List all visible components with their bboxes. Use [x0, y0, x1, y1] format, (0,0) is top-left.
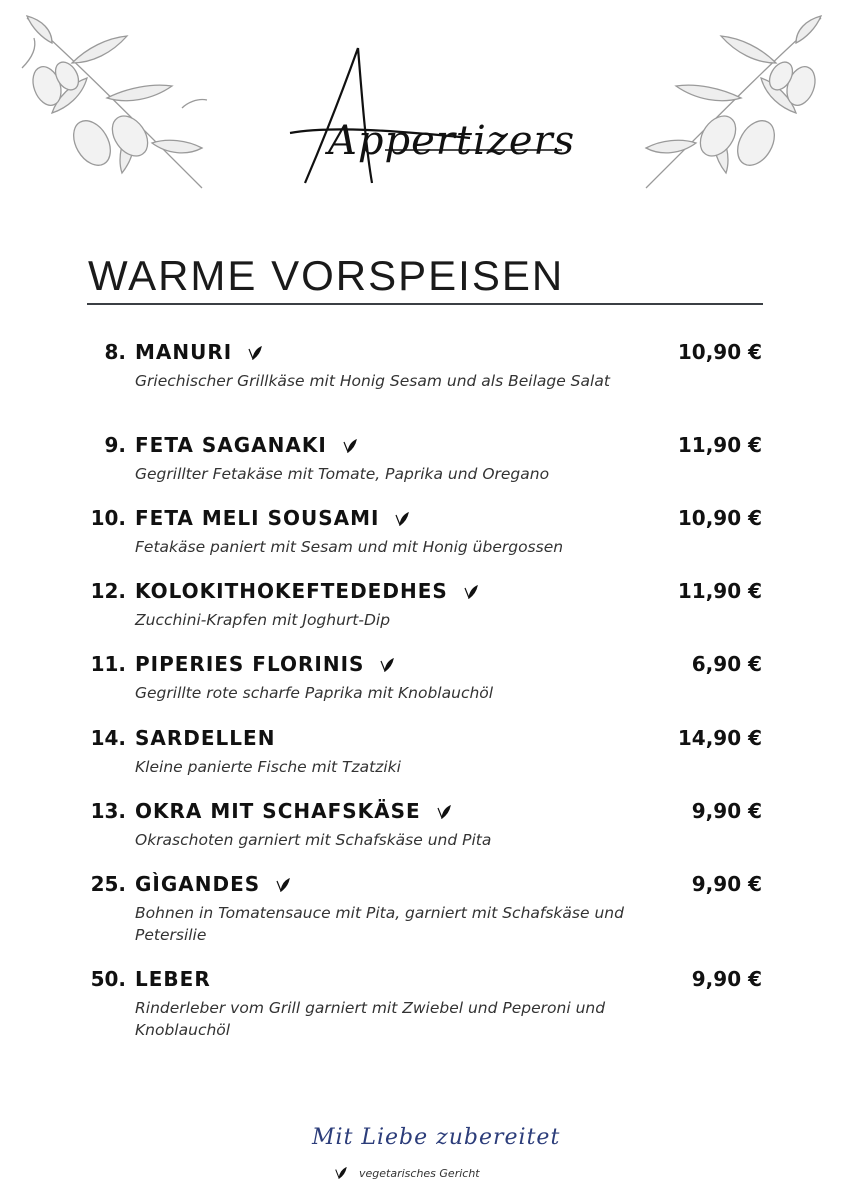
- item-number: 12.: [90, 579, 126, 603]
- item-name: KOLOKITHOKEFTEDEDHES: [135, 579, 448, 603]
- item-description: Rinderleber vom Grill garniert mit Zwiebel und Peperoni und Knoblauchöl: [135, 999, 606, 1039]
- leaf-icon: [393, 512, 409, 526]
- item-price: 9,90 €: [691, 872, 762, 896]
- olive-branch-icon: [12, 8, 212, 198]
- item-number: 8.: [104, 340, 126, 364]
- page-title: [270, 38, 580, 198]
- item-number: 10.: [90, 506, 126, 530]
- item-name: SARDELLEN: [135, 726, 276, 750]
- item-price: 9,90 €: [691, 799, 762, 823]
- item-name-wrap: [135, 652, 394, 676]
- item-price: 6,90 €: [691, 652, 762, 676]
- leaf-icon: [378, 658, 394, 672]
- item-name-wrap: [135, 799, 451, 823]
- leaf-icon: [341, 439, 357, 453]
- item-name: FETA SAGANAKI: [135, 433, 327, 457]
- item-description: Bohnen in Tomatensauce mit Pita, garniert mit Schafskäse und Petersilie: [135, 904, 624, 944]
- legend-text: vegetarisches Gericht: [359, 1167, 480, 1180]
- item-price: 14,90 €: [677, 726, 762, 750]
- item-price: 9,90 €: [691, 967, 762, 991]
- item-price: 10,90 €: [677, 506, 762, 530]
- item-name-wrap: [135, 506, 409, 530]
- footer-script-text: Mit Liebe zubereitet: [312, 1125, 561, 1150]
- item-description: Zucchini-Krapfen mit Joghurt-Dip: [135, 611, 391, 629]
- item-number: 50.: [90, 967, 126, 991]
- item-name: FETA MELI SOUSAMI: [135, 506, 380, 530]
- item-price: 11,90 €: [677, 433, 762, 457]
- leaf-icon: [462, 585, 478, 599]
- item-number: 9.: [104, 433, 126, 457]
- item-name: PIPERIES FLORINIS: [135, 652, 365, 676]
- item-number: 11.: [90, 652, 126, 676]
- item-number: 13.: [90, 799, 126, 823]
- olive-branch-icon: [636, 8, 836, 198]
- item-name: GÌGANDES: [135, 872, 261, 896]
- item-name-wrap: [135, 340, 262, 364]
- item-number: 14.: [90, 726, 126, 750]
- item-description: Gegrillte rote scharfe Paprika mit Knoblauchöl: [135, 684, 494, 702]
- item-name: LEBER: [135, 967, 211, 991]
- leaf-icon: [246, 346, 262, 360]
- leaf-icon: [274, 878, 290, 892]
- item-description: Griechischer Grillkäse mit Honig Sesam und als Beilage Salat: [135, 372, 610, 390]
- title-text: Appertizers: [328, 118, 576, 164]
- item-number: 25.: [90, 872, 126, 896]
- item-description: Kleine panierte Fische mit Tzatziki: [135, 758, 401, 776]
- legend: [333, 1167, 480, 1180]
- footer-signature: [312, 1115, 561, 1167]
- item-name-wrap: [135, 967, 211, 991]
- item-name-wrap: [135, 579, 478, 603]
- item-description: Fetakäse paniert mit Sesam und mit Honig übergossen: [135, 538, 564, 556]
- item-name: MANURI: [135, 340, 233, 364]
- item-name: OKRA MIT SCHAFSKÄSE: [135, 799, 421, 823]
- item-name-wrap: [135, 433, 357, 457]
- item-name-wrap: [135, 726, 275, 750]
- section-title: WARME VORSPEISEN: [88, 252, 565, 299]
- item-description: Okraschoten garniert mit Schafskäse und Pita: [135, 831, 492, 849]
- leaf-icon: [435, 805, 451, 819]
- item-name-wrap: [135, 872, 290, 896]
- leaf-icon: [333, 1167, 347, 1179]
- item-description: Gegrillter Fetakäse mit Tomate, Paprika und Oregano: [135, 465, 550, 483]
- item-price: 11,90 €: [677, 579, 762, 603]
- item-price: 10,90 €: [677, 340, 762, 364]
- section-divider: [87, 303, 763, 305]
